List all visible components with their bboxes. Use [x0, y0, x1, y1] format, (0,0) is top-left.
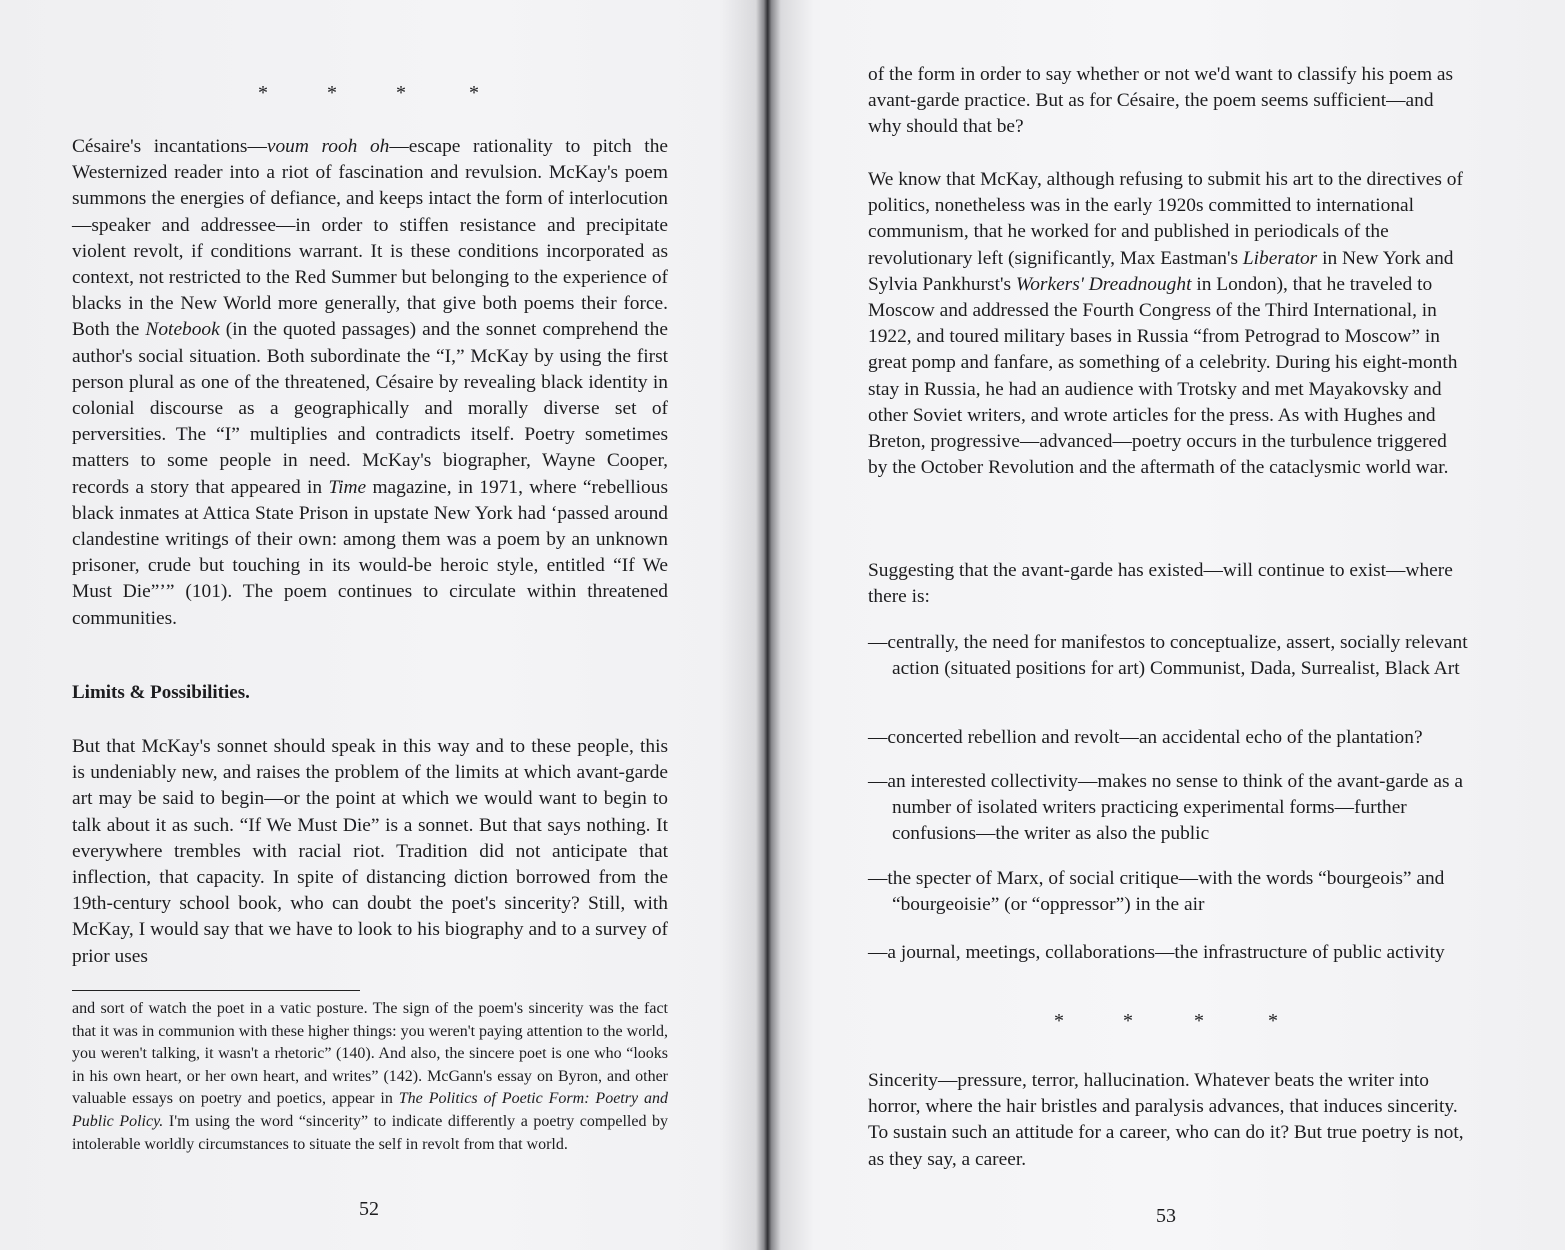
list-item-text: —an interested collectivity—makes no sense to think of the avant-garde as a number of isolated writers practicing experimental forms—further confusions—the writer as also the public	[868, 771, 1463, 845]
text-run: —escape rationality to pitch the Westernized reader into a riot of fascination and revulsion. McKay's poem summons the energies of defiance, and keeps intact the form of interlocution—speaker and addressee—in order to stiffen resistance and precipitate violent revolt, if conditions warrant. It is these conditions incorporated as context, not restricted to the Red Summer but belonging to the experience of blacks in the New World more generally, that give both poems their force. Both the	[72, 136, 668, 341]
section-star: *	[327, 82, 337, 104]
text-run: in London), that he traveled to Moscow and addressed the Fourth Congress of the Third International, in 1922, and toured military bases in Russia “from Petrograd to Moscow” in great pomp and fanfare, as something of a celebrity. During his eight-month stay in Russia, he had an audience with Trotsky and met Mayakovsky and other Soviet writers, and wrote articles for the press. As with Hughes and Breton, progressive—advanced—poetry occurs in the turbulence triggered by the October Revolution and the aftermath of the cataclysmic world war.	[868, 273, 1458, 479]
paragraph-sonnet	[72, 734, 668, 970]
footnote-rule	[72, 990, 360, 991]
section-star: *	[1194, 1010, 1204, 1032]
list-item-text: —the specter of Marx, of social critique—with the words “bourgeois” and “bourgeoisie” (or “oppressor”) in the air	[868, 868, 1445, 916]
italic-run: Time	[328, 476, 367, 498]
paragraph-text: Sincerity—pressure, terror, hallucination. Whatever beats the writer into horror, where the hair bristles and paralysis advances, that induces sincerity. To sustain such an attitude for a career, who can do it? But true poetry is not, as they say, a career.	[868, 1070, 1464, 1170]
paragraph-suggesting	[868, 558, 1468, 610]
italic-run: voum rooh oh	[266, 136, 390, 157]
text-run: and sort of watch the poet in a vatic posture. The sign of the poem's sincerity was the fact that it was in communion with these higher things: you weren't paying attention to the world, you weren't talking, it wasn't a rhetoric” (140). And also, the sincere poet is one who “looks in his own heart, or her own heart, and writes” (142). McGann's essay on Byron, and other valuable essays on poetry and poetics, appear in	[72, 1000, 668, 1108]
italic-run: The Politics of Poetic Form: Poetry and Public Policy.	[72, 1090, 668, 1130]
list-item-text: —a journal, meetings, collaborations—the infrastructure of public activity	[868, 942, 1445, 963]
paragraph-text: Suggesting that the avant-garde has existed—will continue to exist—where there is:	[868, 560, 1453, 608]
text-run: Césaire's incantations—	[72, 136, 267, 157]
paragraph-sincerity	[868, 1068, 1468, 1173]
section-heading	[72, 680, 668, 706]
page-number-right: 53	[1156, 1205, 1176, 1227]
section-star: *	[1123, 1010, 1133, 1032]
section-star: *	[396, 82, 406, 104]
list-item	[868, 940, 1468, 966]
section-break-right	[868, 1010, 1468, 1034]
list-item-text: —concerted rebellion and revolt—an accidental echo of the plantation?	[868, 727, 1423, 748]
text-run: I'm using the word “sincerity” to indicate differently a poetry compelled by intolerable worldly circumstances to situate the self in revolt from that world.	[72, 1112, 668, 1153]
paragraph-mckay	[868, 167, 1468, 481]
italic-run: Workers' Dreadnought	[1015, 273, 1192, 295]
list-item	[868, 866, 1468, 918]
page-number-left: 52	[359, 1198, 379, 1220]
section-break-left	[72, 82, 668, 106]
text-run: in New York and Sylvia Pankhurst's	[868, 247, 1454, 295]
text-run: magazine, in 1971, where “rebellious black inmates at Attica State Prison in upstate New York had ‘passed around clandestine writings of their own: among them was a poem by an unknown prisoner, crude but touching in its would-be heroic style, entitled “If We Must Die”’” (101). The poem continues to circulate within threatened communities.	[72, 476, 668, 629]
section-star: *	[258, 82, 268, 104]
list-item	[868, 630, 1468, 682]
text-run: (in the quoted passages) and the sonnet comprehend the author's social situation. Both subordinate the “I,” McKay by using the first person plural as one of the threatened, Césaire by revealing black identity in colonial discourse as a geographically and morally diverse set of perversities. The “I” multiplies and contradicts itself. Poetry sometimes matters to some people in need. McKay's biographer, Wayne Cooper, records a story that appeared in	[72, 319, 668, 498]
heading-limits: Limits & Possibilities.	[72, 682, 250, 703]
italic-run: Liberator	[1242, 247, 1318, 269]
list-item	[868, 769, 1468, 848]
text-run: We know that McKay, although refusing to submit his art to the directives of politics, nonetheless was in the early 1920s committed to international communism, that he worked for and published in periodicals of the revolutionary left (significantly, Max Eastman's	[868, 169, 1463, 269]
list-item-text: —centrally, the need for manifestos to conceptualize, assert, socially relevant action (situated positions for art) Communist, Dada, Surrealist, Black Art	[868, 632, 1468, 680]
italic-run: Notebook	[145, 319, 220, 341]
paragraph-text: of the form in order to say whether or not we'd want to classify his poem as avant-garde practice. But as for Césaire, the poem seems sufficient—and why should that be?	[868, 64, 1454, 138]
list-item	[868, 725, 1468, 751]
paragraph-incantations	[72, 134, 668, 632]
section-star: *	[469, 82, 479, 104]
paragraph-form	[868, 62, 1468, 141]
paragraph-text: But that McKay's sonnet should speak in this way and to these people, this is undeniably new, and raises the problem of the limits at which avant-garde art may be said to begin—or the point at which we would want to begin to talk about it as such. “If We Must Die” is a sonnet. But that says nothing. It everywhere trembles with racial riot. Tradition did not anticipate that inflection, that capacity. In spite of distancing diction borrowed from the 19th-century school book, who can doubt the poet's sincerity? Still, with McKay, I would say that we have to look to his biography and to a survey of prior uses	[72, 736, 668, 967]
section-star: *	[1268, 1010, 1278, 1032]
section-star: *	[1054, 1010, 1064, 1032]
footnote	[72, 998, 668, 1156]
